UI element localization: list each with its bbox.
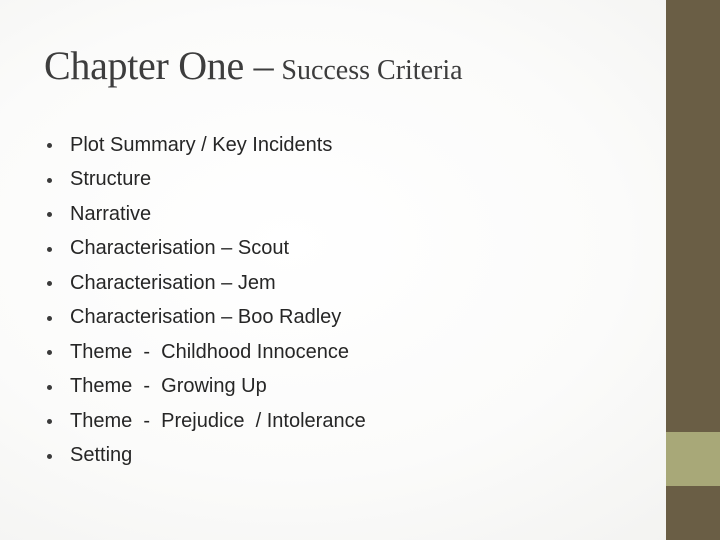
sidebar-dark-band xyxy=(666,0,720,432)
bullet-icon xyxy=(47,419,52,424)
list-item xyxy=(0,266,640,301)
sidebar-dark-bottom xyxy=(666,486,720,540)
list-item-text: Characterisation – Boo Radley xyxy=(70,306,342,329)
list-item-text: Setting xyxy=(70,444,133,467)
list-item xyxy=(0,128,640,163)
success-criteria-list xyxy=(0,128,640,473)
list-item xyxy=(0,163,640,198)
list-item-text: Characterisation – Scout xyxy=(70,237,290,260)
list-item xyxy=(0,301,640,336)
bullet-icon xyxy=(47,454,52,459)
list-item-text: Structure xyxy=(70,168,152,191)
list-item xyxy=(0,370,640,405)
bullet-icon xyxy=(47,281,52,286)
bullet-icon xyxy=(47,247,52,252)
list-item-text: Narrative xyxy=(70,202,152,225)
list-item xyxy=(0,197,640,232)
bullet-icon xyxy=(47,316,52,321)
list-item-text: Theme - Childhood Innocence xyxy=(70,340,350,363)
title-main: Chapter One – xyxy=(44,43,274,88)
sidebar-accent-block xyxy=(666,432,720,486)
bullet-icon xyxy=(47,212,52,217)
list-item-text: Characterisation – Jem xyxy=(70,271,276,294)
bullet-icon xyxy=(47,178,52,183)
bullet-icon xyxy=(47,350,52,355)
list-item xyxy=(0,232,640,267)
list-item xyxy=(0,404,640,439)
bullet-icon xyxy=(47,143,52,148)
list-item-text: Plot Summary / Key Incidents xyxy=(70,133,333,156)
list-item xyxy=(0,335,640,370)
list-item xyxy=(0,439,640,474)
bullet-icon xyxy=(47,385,52,390)
list-item-text: Theme - Prejudice / Intolerance xyxy=(70,409,366,432)
title-subtitle: Success Criteria xyxy=(281,55,463,86)
slide-title xyxy=(44,43,463,88)
list-item-text: Theme - Growing Up xyxy=(70,375,267,398)
